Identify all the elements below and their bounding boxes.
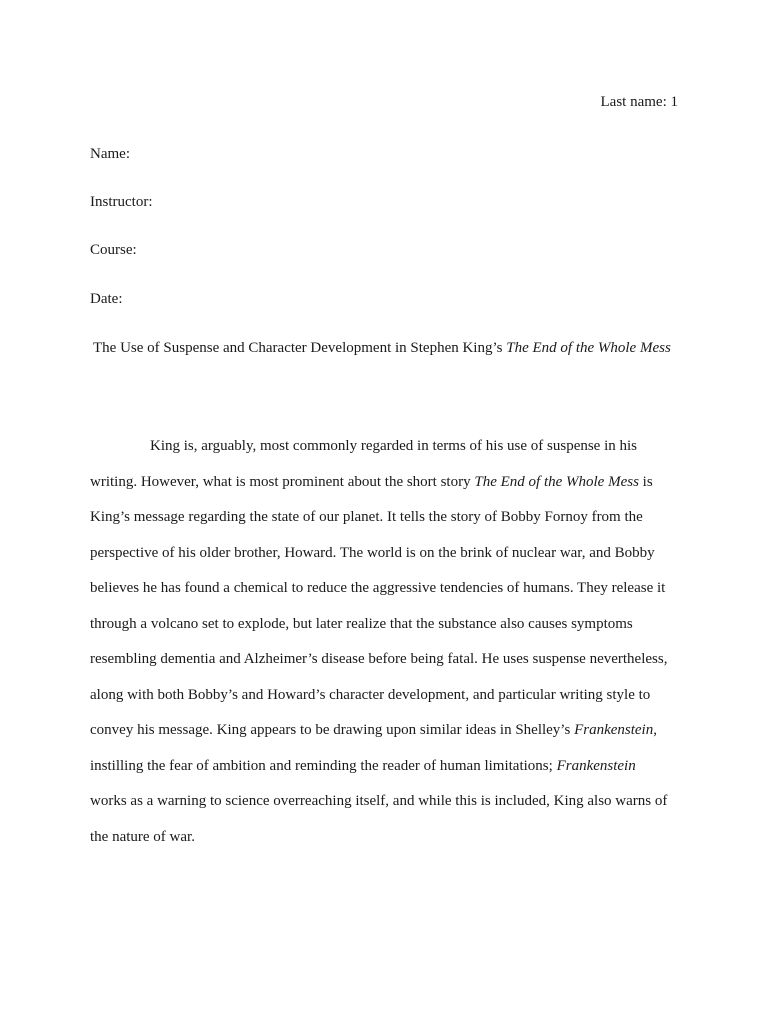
running-head: Last name: 1 [600,94,678,110]
body-line: perspective of his older brother, Howard. The world is on the brink of nuclear war, and Bobby [90,544,655,561]
course-label: Course: [90,242,137,258]
body-line: convey his message. King appears to be drawing upon similar ideas in Shelley’s Frankenstein, [90,722,657,738]
body-line: writing. However, what is most prominent about the short story The End of the Whole Mess is [90,473,653,490]
body-line: works as a warning to science overreaching itself, and while this is included, King also warns of [90,793,668,809]
body-line: believes he has found a chemical to reduce the aggressive tendencies of humans. They release it [90,580,666,596]
essay-title-work: The End of the Whole Mess [506,340,671,356]
instructor-label: Instructor: [90,194,153,210]
body-line: the nature of war. [90,828,195,845]
body-line: instilling the fear of ambition and reminding the reader of human limitations; Frankenstein [90,757,636,774]
body-line: King’s message regarding the state of our planet. It tells the story of Bobby Fornoy from the [90,509,643,525]
name-label: Name: [90,146,130,162]
essay-title [93,339,693,357]
date-label: Date: [90,291,123,307]
essay-body [90,429,680,855]
body-line: through a volcano set to explode, but later realize that the substance also causes symptoms [90,615,633,632]
body-line: along with both Bobby’s and Howard’s character development, and particular writing style to [90,686,651,703]
body-line: King is, arguably, most commonly regarded in terms of his use of suspense in his [150,438,638,454]
body-line: resembling dementia and Alzheimer’s disease before being fatal. He uses suspense nevertheless, [90,651,668,667]
essay-title-text: The Use of Suspense and Character Development in Stephen King’s [93,340,507,356]
